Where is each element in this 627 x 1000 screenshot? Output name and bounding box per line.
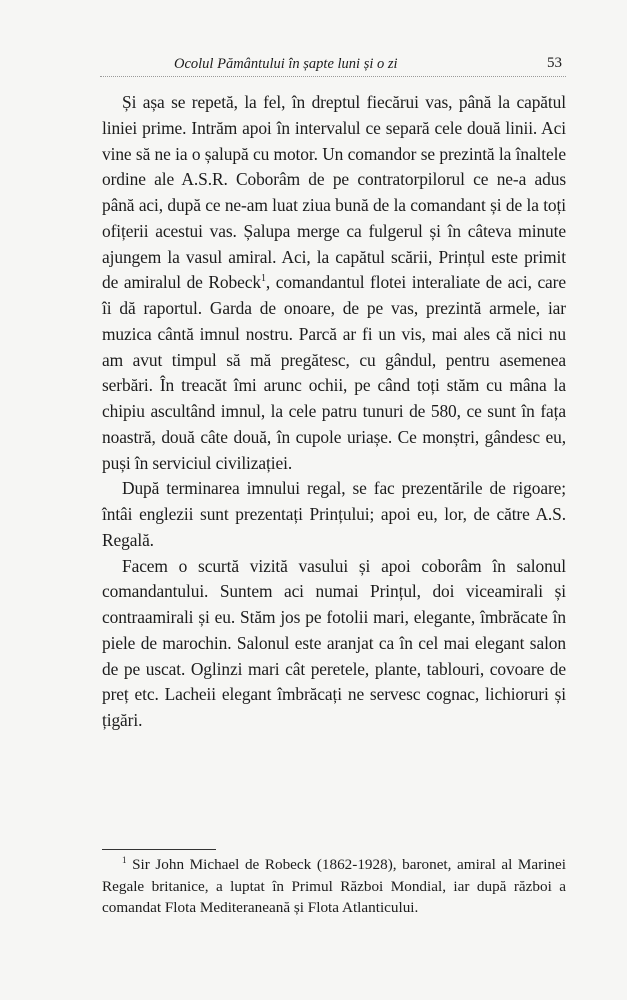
running-title: Ocolul Pământului în șapte luni și o zi: [174, 56, 398, 72]
paragraph-1-part-b: , comandantul flotei interaliate de aci, care îi dă raportul. Garda de onoare, de pe vas, prezintă armele, iar muzica cântă imnul nostru. Parcă ar fi un vis, mai ales că nici nu am avut timpul să mă pregătesc, cu gândul, pentru asemenea serbări. În treacăt îmi arunc ochii, pe când toți stăm cu mâna la chipiu ascultând imnul, la cele patru tunuri de 580, ce sunt în fața noastră, două câte două, în cupole uriașe. Ce monștri, gândesc eu, puși în serviciul civilizației.: [102, 272, 566, 473]
footnote-reference: 1: [260, 273, 266, 285]
paragraph-3: Facem o scurtă vizită vasului și apoi coborâm în salonul comandantului. Suntem aci numai Prințul, doi viceamirali și contraamirali și eu. Stăm jos pe fotolii mari, elegante, îmbrăcate în piele de marochin. Salonul este aranjat ca în cel mai elegant salon de pe uscat. Oglinzi mari cât peretele, plante, tablouri, covoare de preț etc. Lacheii elegant îmbrăcați ne servesc cognac, lichioruri și țigări.: [102, 555, 566, 730]
page-header: [100, 52, 566, 78]
paragraph-1: [102, 90, 566, 476]
header-rule: [100, 76, 566, 77]
footnote-paragraph: [102, 854, 566, 919]
footnote-rule: [102, 849, 216, 850]
footnote: [102, 854, 566, 919]
footnote-marker: 1: [122, 854, 127, 865]
paragraph-2: După terminarea imnului regal, se fac prezentările de rigoare; întâi englezii sunt prezentați Prințului; apoi eu, lor, de către A.S. Regală.: [102, 478, 566, 550]
paragraph-1-part-a: Și așa se repetă, la fel, în dreptul fiecărui vas, până la capătul liniei prime. Intrăm apoi în intervalul ce separă cele două linii. Aci vine să ne ia o șalupă cu motor. Un comandor se prezintă la înaltele ordine ale A.S.R. Coborâm de pe contratorpilorul ce ne-a adus până aci, după ce ne-am luat ziua bună de la comandant și de la toți ofițerii acestui vas. Șalupa merge ca fulgerul și în câteva minute ajungem la vasul amiral. Aci, la capătul scării, Prințul este primit de amiralul de Robeck: [102, 92, 566, 293]
footnote-text: Sir John Michael de Robeck (1862-1928), baronet, amiral al Marinei Regale britanice, a luptat în Primul Război Mondial, iar după război a comandat Flota Mediteraneană și Flota Atlanticului.: [102, 856, 566, 916]
body-text: [102, 90, 566, 734]
page-number: 53: [547, 55, 562, 71]
